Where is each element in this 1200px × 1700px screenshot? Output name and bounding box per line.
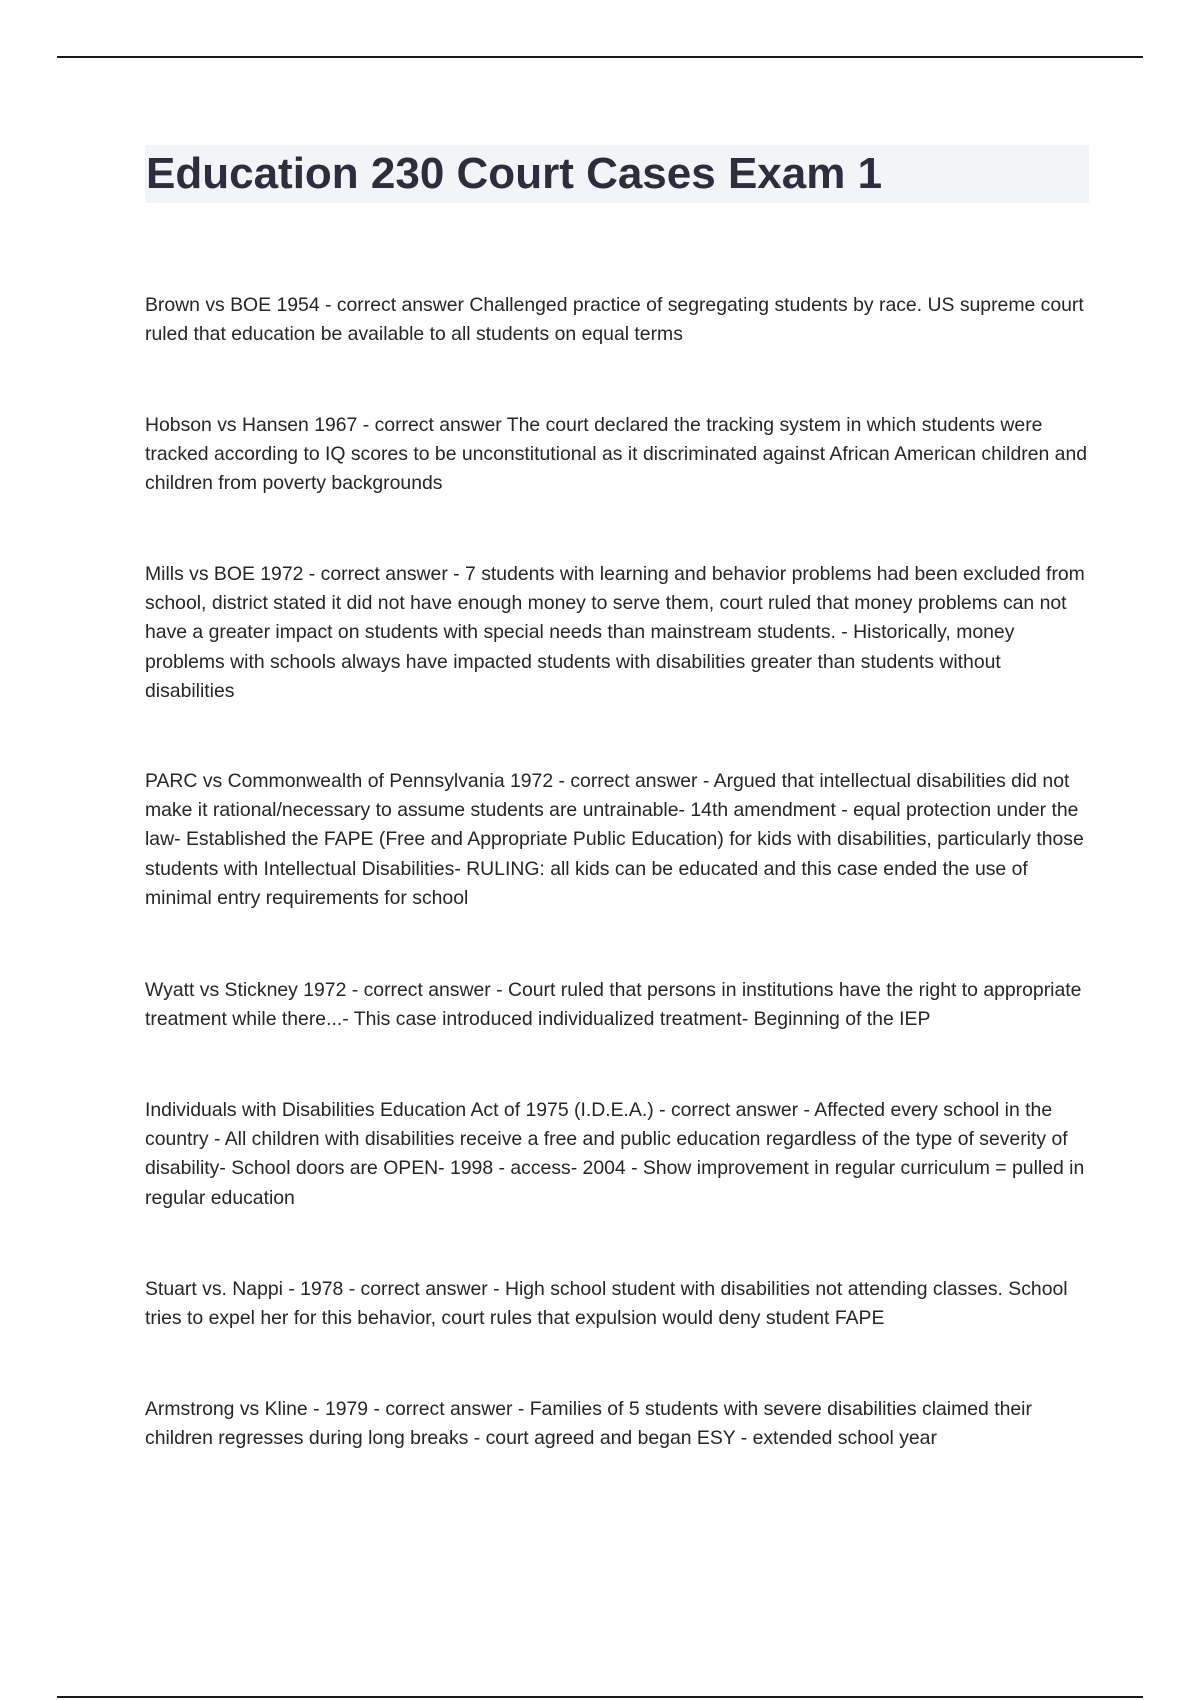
- court-case-entry: Stuart vs. Nappi - 1978 - correct answer - High school student with disabilities not attending classes. School tries to expel her for this behavior, court rules that expulsion would deny student FAPE: [145, 1278, 1068, 1330]
- document-title: Education 230 Court Cases Exam 1: [146, 149, 883, 198]
- court-case-entry: Mills vs BOE 1972 - correct answer - 7 students with learning and behavior problems had been excluded from school, district stated it did not have enough money to serve them, court ruled that money problems can not have a greater impact on students with special needs than mainstream students. - Historically, money problems with schools always have impacted students with disabilities greater than students without disabilities: [145, 563, 1085, 702]
- court-case-entry: Individuals with Disabilities Education Act of 1975 (I.D.E.A.) - correct answer - Affected every school in the country - All children with disabilities receive a free and public education regardless of the type of severity of disability- School doors are OPEN- 1998 - access- 2004 - Show improvement in regular curriculum = pulled in regular education: [145, 1099, 1085, 1209]
- court-case-entry: Hobson vs Hansen 1967 - correct answer The court declared the tracking system in which students were tracked according to IQ scores to be unconstitutional as it discriminated against African American children and children from poverty backgrounds: [145, 414, 1088, 495]
- court-case-entry: Brown vs BOE 1954 - correct answer Challenged practice of segregating students by race. US supreme court ruled that education be available to all students on equal terms: [145, 294, 1084, 346]
- court-case-entry: Wyatt vs Stickney 1972 - correct answer - Court ruled that persons in institutions have the right to appropriate treatment while there...- This case introduced individualized treatment- Beginning of the IEP: [145, 979, 1082, 1031]
- court-case-entry: Armstrong vs Kline - 1979 - correct answer - Families of 5 students with severe disabilities claimed their children regresses during long breaks - court agreed and began ESY - extended school year: [145, 1398, 1032, 1450]
- top-rule: [57, 56, 1143, 58]
- court-case-entry: PARC vs Commonwealth of Pennsylvania 1972 - correct answer - Argued that intellectual disabilities did not make it rational/necessary to assume students are untrainable- 14th amendment - equal protection under the law- Established the FAPE (Free and Appropriate Public Education) for kids with disabilities, particularly those students with Intellectual Disabilities- RULING: all kids can be educated and this case ended the use of minimal entry requirements for school: [145, 770, 1084, 909]
- bottom-rule: [57, 1696, 1143, 1698]
